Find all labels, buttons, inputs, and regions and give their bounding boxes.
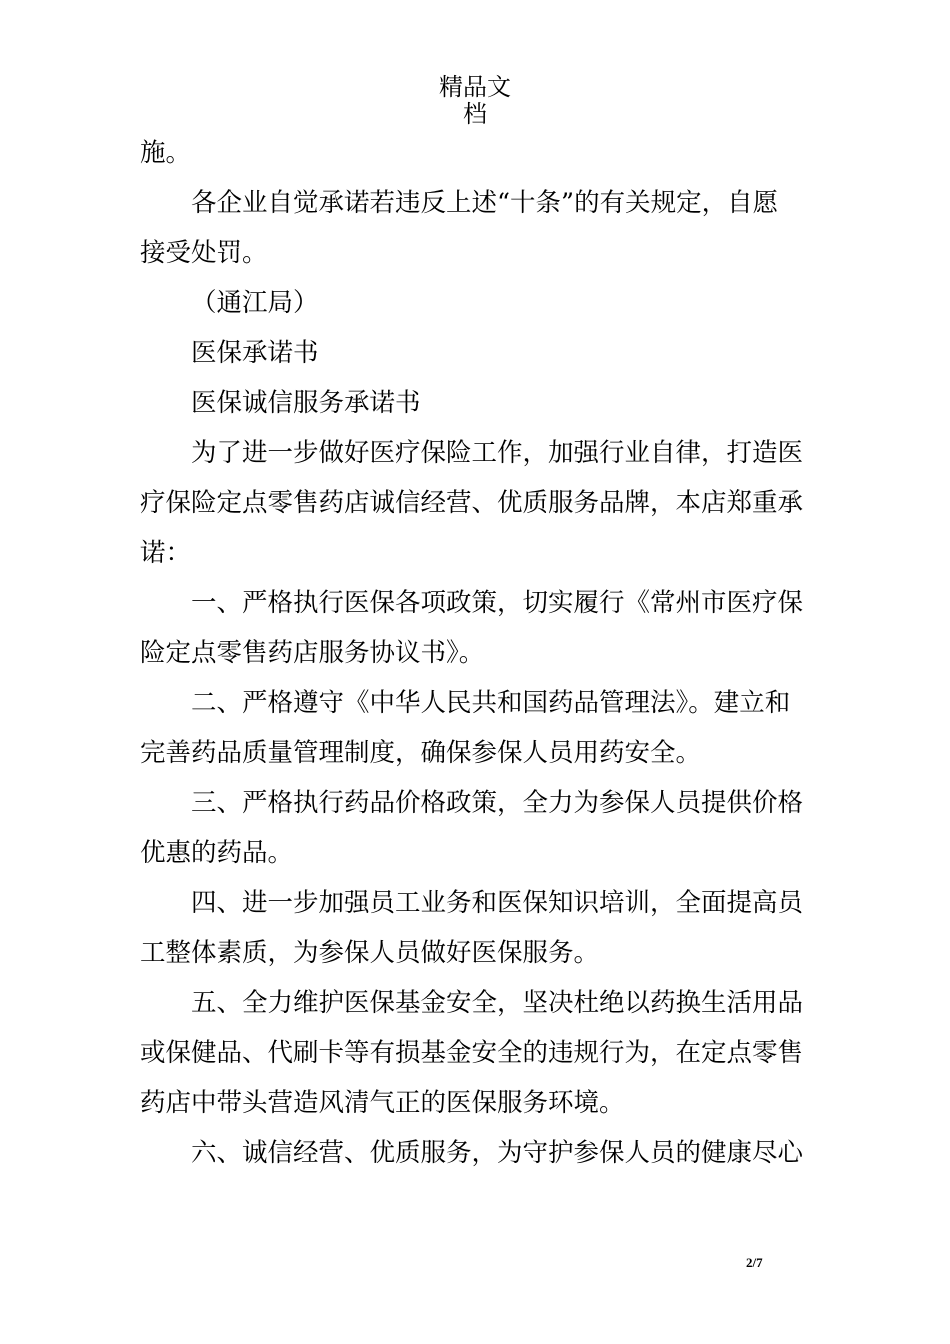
text-line: 疗保险定点零售药店诚信经营、优质服务品牌，本店郑重承 bbox=[140, 488, 804, 518]
text-line: 六、诚信经营、优质服务，为守护参保人员的健康尽心 bbox=[191, 1138, 804, 1168]
page-header bbox=[0, 74, 950, 128]
page-number: 2/7 bbox=[746, 1255, 763, 1270]
text-line: 各企业自觉承诺若违反上述“十条”的有关规定，自愿 bbox=[191, 188, 779, 218]
text-line: 五、全力维护医保基金安全，坚决杜绝以药换生活用品 bbox=[191, 988, 804, 1018]
text-line: 医保承诺书 bbox=[191, 338, 319, 368]
text-line: 工整体素质，为参保人员做好医保服务。 bbox=[140, 938, 600, 968]
text-line: 险定点零售药店服务协议书》。 bbox=[140, 638, 485, 668]
text-line: 完善药品质量管理制度，确保参保人员用药安全。 bbox=[140, 738, 702, 768]
text-line: 施。 bbox=[140, 138, 192, 168]
text-line: 诺： bbox=[140, 538, 192, 568]
text-line: 或保健品、代刷卡等有损基金安全的违规行为，在定点零售 bbox=[140, 1038, 804, 1068]
header-line-1: 精品文 bbox=[439, 73, 511, 101]
text-line: 药店中带头营造风清气正的医保服务环境。 bbox=[140, 1088, 625, 1118]
header-line-2: 档 bbox=[463, 100, 487, 128]
text-line: 三、严格执行药品价格政策，全力为参保人员提供价格 bbox=[191, 788, 804, 818]
text-line: 接受处罚。 bbox=[140, 238, 268, 268]
text-line: 优惠的药品。 bbox=[140, 838, 294, 868]
text-line: 四、进一步加强员工业务和医保知识培训，全面提高员 bbox=[191, 888, 804, 918]
text-line: （通江局） bbox=[191, 288, 319, 318]
text-line: 为了进一步做好医疗保险工作，加强行业自律，打造医 bbox=[191, 438, 804, 468]
text-line: 二、严格遵守《中华人民共和国药品管理法》。建立和 bbox=[191, 688, 791, 718]
text-line: 一、严格执行医保各项政策，切实履行《常州市医疗保 bbox=[191, 588, 804, 618]
document-body bbox=[140, 128, 812, 1178]
text-line: 医保诚信服务承诺书 bbox=[191, 388, 421, 418]
